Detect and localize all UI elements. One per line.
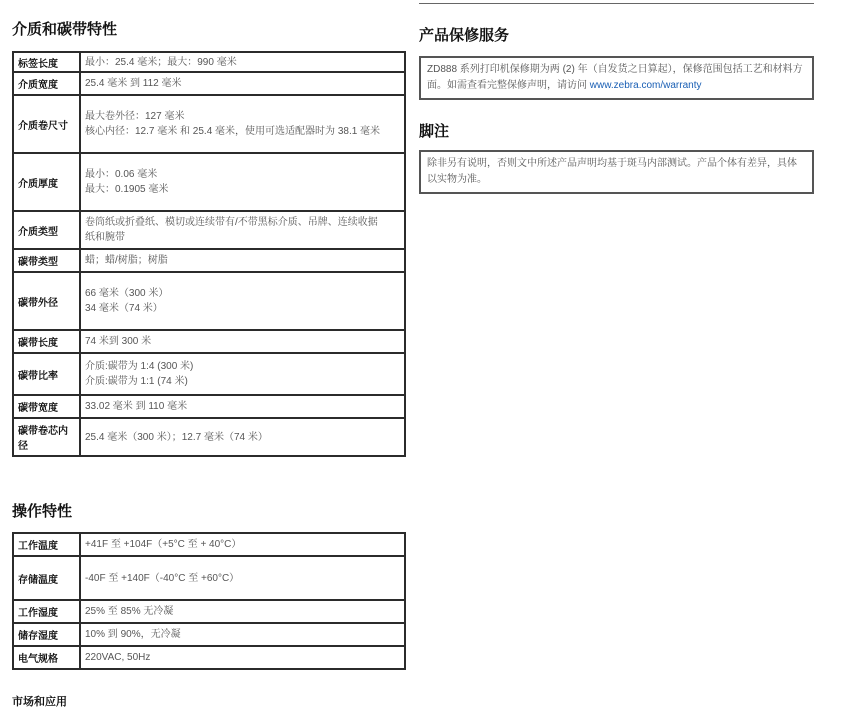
spec-value <box>80 418 405 456</box>
spec-value-line: 最小：25.4 毫米；最大：990 毫米 <box>85 56 237 68</box>
spec-key: 介质厚度 <box>13 153 80 211</box>
spec-row <box>13 353 405 395</box>
spec-value <box>80 52 405 72</box>
spec-value-line: 10% 到 90%，无冷凝 <box>85 629 181 640</box>
footnote-text: 除非另有说明，否则文中所述产品声明均基于斑马内部测试。产品个体有差异，具体以实物为准。 <box>427 158 797 185</box>
spec-value-line: 蜡；蜡/树脂；树脂 <box>85 255 168 266</box>
spec-value-line: +41F 至 +104F（+5°C 至 + 40°C） <box>85 539 242 550</box>
spec-row <box>13 600 405 623</box>
spec-value-line: 介质:碳带为 1:1 (74 米) <box>85 376 188 387</box>
spec-value <box>80 249 405 272</box>
spec-row <box>13 646 405 669</box>
spec-value-line: 纸和腕带 <box>85 232 125 243</box>
spec-value <box>80 330 405 353</box>
spec-key: 电气规格 <box>13 646 80 669</box>
top-rule <box>419 3 814 4</box>
spec-value-line: 25% 至 85% 无冷凝 <box>85 606 174 617</box>
operating-spec-table <box>12 532 406 670</box>
spec-row <box>13 395 405 418</box>
spec-key: 碳带外径 <box>13 272 80 330</box>
media-section-title: 介质和碳带特性 <box>12 21 118 38</box>
spec-value-line: 74 米到 300 米 <box>85 336 152 347</box>
media-spec-table <box>12 51 406 457</box>
spec-value <box>80 600 405 623</box>
spec-row <box>13 330 405 353</box>
spec-value-line: 33.02 毫米 到 110 毫米 <box>85 401 188 412</box>
spec-row <box>13 272 405 330</box>
spec-value <box>80 395 405 418</box>
spec-row <box>13 533 405 556</box>
spec-value <box>80 95 405 153</box>
spec-key: 介质宽度 <box>13 72 80 95</box>
spec-row <box>13 153 405 211</box>
spec-key: 碳带宽度 <box>13 395 80 418</box>
spec-row <box>13 72 405 95</box>
spec-key: 碳带比率 <box>13 353 80 395</box>
footnote-box <box>419 150 814 194</box>
spec-value-line: 66 毫米（300 米） <box>85 288 169 299</box>
next-section-title: 市场和应用 <box>12 696 67 708</box>
spec-row <box>13 52 405 72</box>
spec-value <box>80 211 405 249</box>
spec-key: 介质类型 <box>13 211 80 249</box>
spec-value <box>80 556 405 600</box>
spec-value <box>80 153 405 211</box>
spec-value-line: 最大：0.1905 毫米 <box>85 184 169 195</box>
spec-value-line: 25.4 毫米（300 米）；12.7 毫米（74 米） <box>85 431 268 443</box>
spec-key: 标签长度 <box>13 52 80 72</box>
operating-section-title: 操作特性 <box>12 503 73 520</box>
spec-value <box>80 533 405 556</box>
warranty-box <box>419 56 814 100</box>
spec-value-line: 核心内径：12.7 毫米 和 25.4 毫米，使用可选适配器时为 38.1 毫米 <box>85 126 381 137</box>
spec-key: 碳带类型 <box>13 249 80 272</box>
spec-key: 存储温度 <box>13 556 80 600</box>
spec-value-line: 25.4 毫米 到 112 毫米 <box>85 78 182 89</box>
warranty-link[interactable]: www.zebra.com/warranty <box>589 80 702 91</box>
spec-row <box>13 418 405 456</box>
spec-key: 工作湿度 <box>13 600 80 623</box>
spec-value <box>80 623 405 646</box>
spec-row <box>13 623 405 646</box>
warranty-title: 产品保修服务 <box>419 27 510 44</box>
footnote-title: 脚注 <box>419 123 450 140</box>
spec-row <box>13 249 405 272</box>
warranty-text: ZD888 系列打印机保修期为两 (2) 年（自发货之日算起），保修范围包括工艺和材料方面。如需查看完整保修声明，请访问 <box>427 64 803 91</box>
spec-value-line: 介质:碳带为 1:4 (300 米) <box>85 361 194 372</box>
spec-row <box>13 95 405 153</box>
spec-key: 储存湿度 <box>13 623 80 646</box>
spec-value <box>80 72 405 95</box>
spec-key: 碳带卷芯内径 <box>13 418 80 456</box>
spec-value <box>80 353 405 395</box>
spec-value <box>80 272 405 330</box>
spec-value-line: 最大卷外径：127 毫米 <box>85 111 185 122</box>
spec-value-line: 34 毫米（74 米） <box>85 303 163 314</box>
spec-row <box>13 556 405 600</box>
spec-key: 碳带长度 <box>13 330 80 353</box>
spec-key: 工作温度 <box>13 533 80 556</box>
spec-value-line: -40F 至 +140F（-40°C 至 +60°C） <box>85 572 240 584</box>
spec-row <box>13 211 405 249</box>
spec-value-line: 最小：0.06 毫米 <box>85 169 158 180</box>
spec-value-line: 220VAC, 50Hz <box>85 652 151 663</box>
spec-key: 介质卷尺寸 <box>13 95 80 153</box>
spec-value <box>80 646 405 669</box>
spec-value-line: 卷筒纸或折叠纸、模切或连续带有/不带黑标介质、吊牌、连续收据 <box>85 217 378 228</box>
